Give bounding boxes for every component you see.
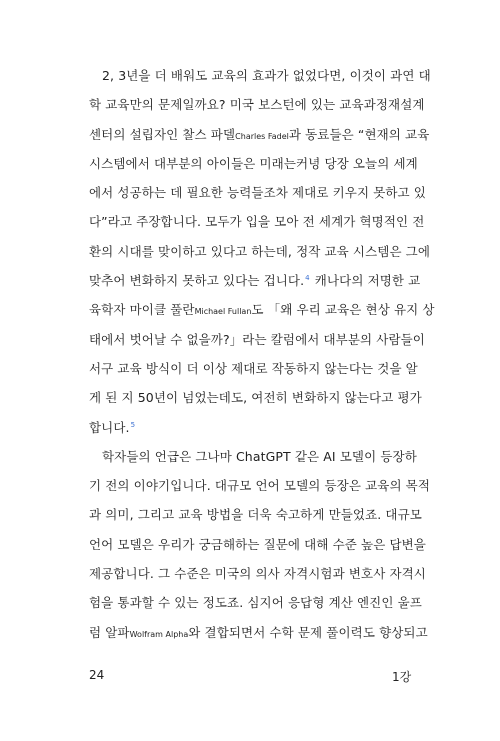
page-number: 24 [89, 668, 105, 682]
text-line: 과 의미, 그리고 교육 방법을 더욱 숙고하게 만들었죠. 대규모 [89, 507, 422, 523]
text-line: 제공합니다. 그 수준은 미국의 의사 자격시험과 변호사 자격시 [89, 566, 426, 582]
text-fragment: 과 동료들은 “현재의 교육 [288, 126, 430, 142]
text-line: 2, 3년을 더 배워도 교육의 효과가 없었다면, 이것이 과연 대 [102, 68, 431, 83]
text-line: 험을 통과할 수 있는 정도죠. 심지어 응답형 계산 엔진인 울프 [89, 595, 422, 611]
text-line: 기 전의 이야기입니다. 대규모 언어 모델의 등장은 교육의 목적 [89, 478, 431, 494]
footnote-ref-4[interactable]: 4 [305, 274, 310, 283]
text-line: 시스템에서 대부분의 아이들은 미래는커녕 당장 오늘의 세계 [89, 155, 418, 171]
text-line: 언어 모델은 우리가 궁금해하는 질문에 대해 수준 높은 답변을 [89, 536, 426, 552]
text-fragment: 캐나다의 저명한 교 [310, 273, 421, 289]
text-line [89, 266, 421, 295]
text-line [89, 120, 430, 149]
paragraph-2 [89, 442, 431, 647]
text-fragment: 육학자 마이클 풀란 [89, 302, 195, 318]
text-fragment: 센터의 설립자인 찰스 파델 [89, 126, 236, 142]
text-line: 에서 성공하는 데 필요한 능력들조차 제대로 키우지 못하고 있 [89, 185, 426, 201]
text-line: 환의 시대를 맞이하고 있다고 하는데, 정작 교육 시스템은 그에 [89, 243, 431, 259]
chapter-label: 1강 [392, 670, 412, 684]
text-line: 학 교육만의 문제일까요? 미국 보스턴에 있는 교육과정재설계 [89, 97, 425, 113]
text-fragment: 럼 알파 [89, 624, 130, 640]
text-fragment: 합니다. [89, 419, 130, 435]
text-fragment: 도 「왜 우리 교육은 현상 유지 상 [251, 302, 435, 318]
english-name: Charles Fadel [235, 131, 289, 141]
text-line: 게 된 지 50년이 넘었는데도, 여전히 변화하지 않는다고 평가 [89, 390, 422, 406]
paragraph-1 [89, 61, 435, 442]
body-text [89, 61, 435, 647]
english-name: Michael Fullan [194, 307, 252, 317]
text-fragment: 와 결합되면서 수학 문제 풀이력도 향상되고 [188, 624, 428, 640]
text-line [89, 295, 435, 324]
text-line: 서구 교육 방식이 더 이상 제대로 작동하지 않는다는 것을 알 [89, 360, 418, 376]
english-name: Wolfram Alpha [129, 629, 189, 639]
text-line: 학자들의 언급은 그나마 ChatGPT 같은 AI 모델이 등장하 [102, 448, 417, 464]
text-line [89, 413, 411, 442]
footnote-ref-5[interactable]: 5 [130, 420, 136, 429]
text-line [89, 618, 428, 647]
text-line: 다”라고 주장합니다. 모두가 입을 모아 전 세계가 혁명적인 전 [89, 214, 425, 230]
text-fragment: 맞추어 변화하지 못하고 있다는 겁니다. [89, 273, 305, 289]
text-line: 태에서 벗어날 수 없을까?」라는 칼럼에서 대부분의 사람들이 [89, 331, 425, 347]
